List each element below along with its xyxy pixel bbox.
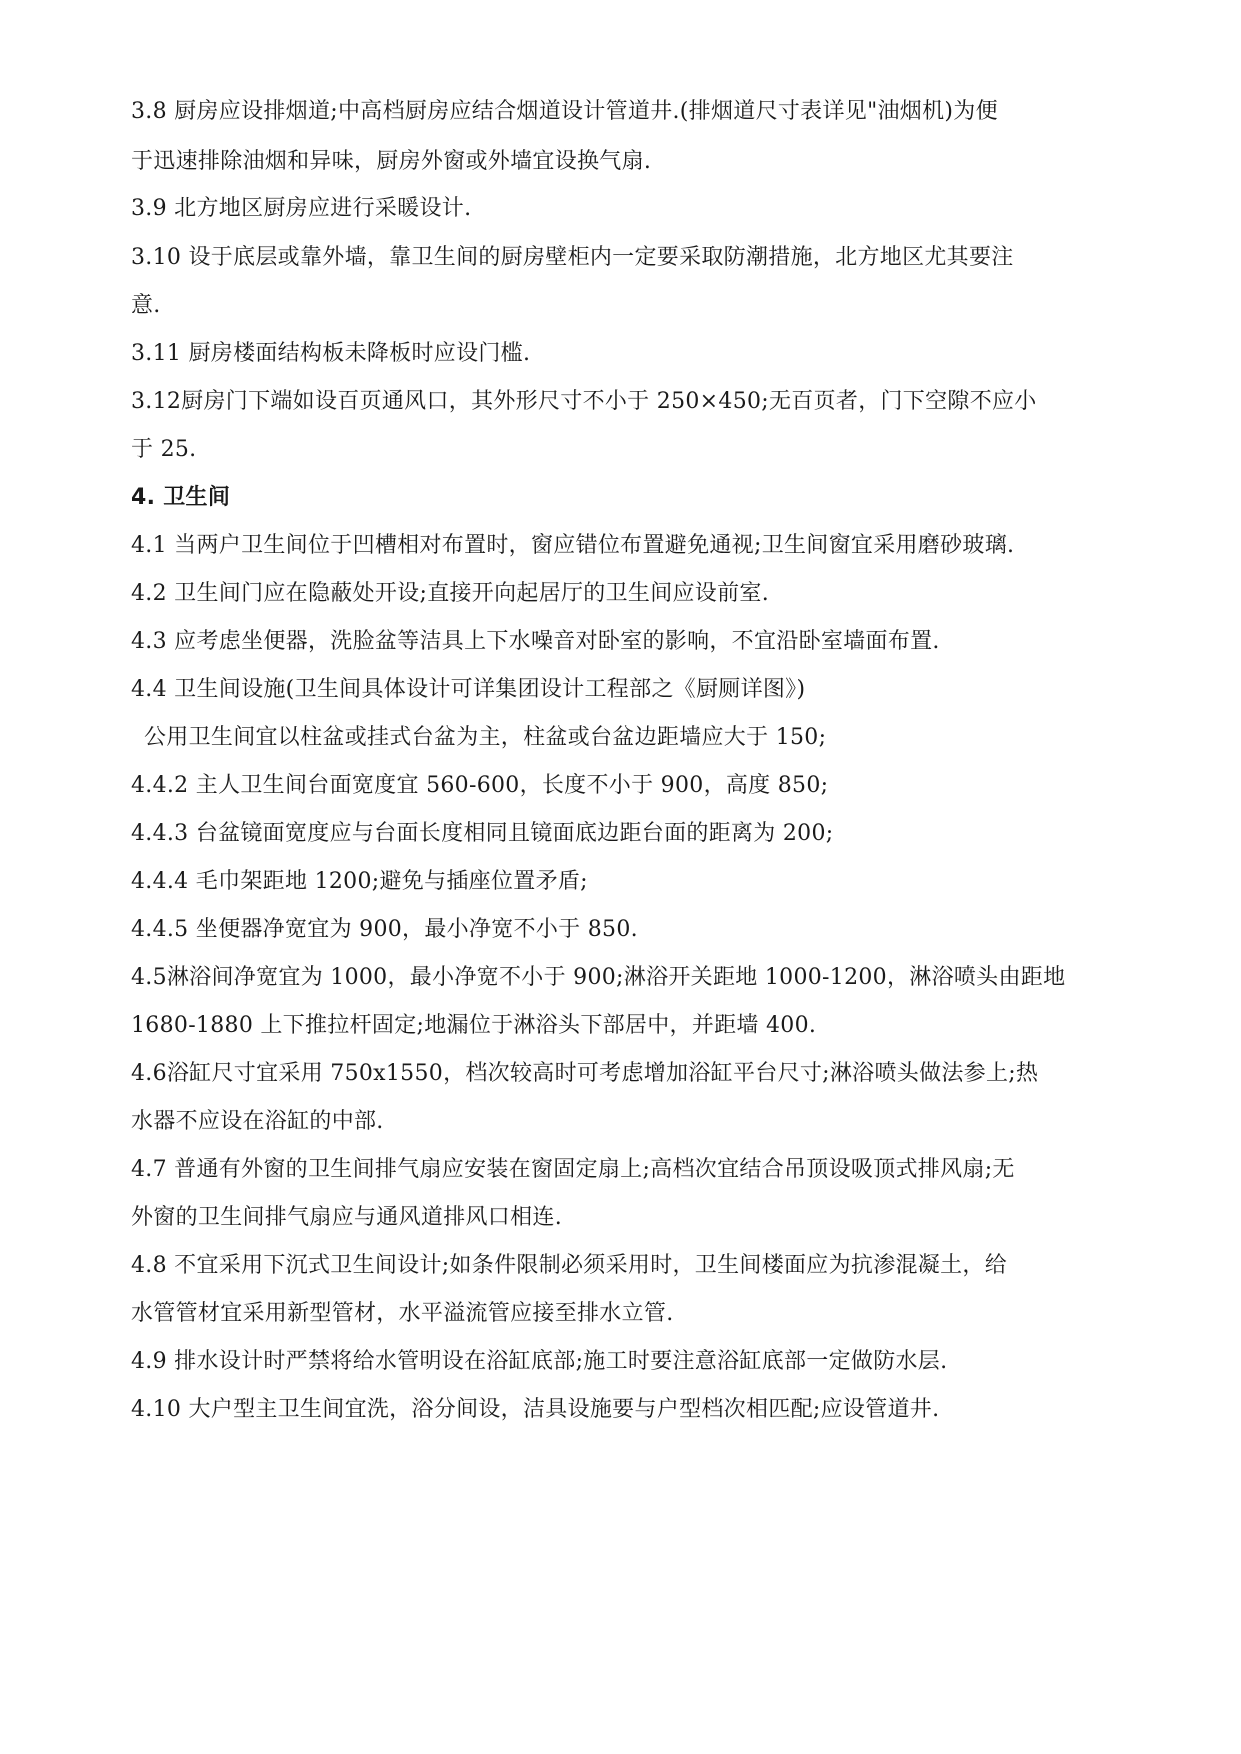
- text-line-4-4-5: 4.4.5 坐便器净宽宜为 900，最小净宽不小于 850.: [131, 917, 638, 942]
- section-heading-4: 4. 卫生间: [131, 485, 231, 510]
- text-line-3-10: 3.10 设于底层或靠外墙，靠卫生间的厨房壁柜内一定要采取防潮措施，北方地区尤其要注: [131, 245, 1014, 270]
- text-line-3-12-cont: 于 25.: [131, 437, 197, 462]
- text-line-4-1: 4.1 当两户卫生间位于凹槽相对布置时，窗应错位布置避免通视;卫生间窗宜采用磨砂玻璃.: [131, 533, 1015, 558]
- text-line-4-4: 4.4 卫生间设施(卫生间具体设计可详集团设计工程部之《厨厕详图》): [131, 677, 806, 702]
- text-line-3-11: 3.11 厨房楼面结构板未降板时应设门槛.: [131, 341, 531, 366]
- text-line-4-5: 4.5淋浴间净宽宜为 1000，最小净宽不小于 900;淋浴开关距地 1000-1200，淋浴喷头由距地: [131, 965, 1066, 990]
- text-line-4-4-2: 4.4.2 主人卫生间台面宽度宜 560-600，长度不小于 900，高度 850;: [131, 773, 829, 798]
- text-line-4-4-4: 4.4.4 毛巾架距地 1200;避免与插座位置矛盾;: [131, 869, 588, 894]
- text-line-3-8-cont: 于迅速排除油烟和异味，厨房外窗或外墙宜设换气扇.: [131, 149, 652, 174]
- text-line-4-4-3: 4.4.3 台盆镜面宽度应与台面长度相同且镜面底边距台面的距离为 200;: [131, 821, 834, 846]
- text-line-3-12: 3.12厨房门下端如设百页通风口，其外形尺寸不小于 250×450;无百页者，门下空隙不应小: [131, 389, 1037, 414]
- text-line-4-4-1: 公用卫生间宜以柱盆或挂式台盆为主，柱盆或台盆边距墙应大于 150;: [144, 725, 827, 750]
- text-line-4-2: 4.2 卫生间门应在隐蔽处开设;直接开向起居厅的卫生间应设前室.: [131, 581, 769, 606]
- text-line-3-10-cont: 意.: [131, 293, 161, 318]
- text-line-3-9: 3.9 北方地区厨房应进行采暖设计.: [131, 196, 472, 221]
- text-line-4-8: 4.8 不宜采用下沉式卫生间设计;如条件限制必须采用时，卫生间楼面应为抗渗混凝土，给: [131, 1253, 1007, 1278]
- text-line-4-6: 4.6浴缸尺寸宜采用 750x1550，档次较高时可考虑增加浴缸平台尺寸;淋浴喷头做法参上;热: [131, 1061, 1039, 1086]
- text-line-4-7: 4.7 普通有外窗的卫生间排气扇应安装在窗固定扇上;高档次宜结合吊顶设吸顶式排风扇;无: [131, 1157, 1015, 1182]
- text-line-4-5-cont: 1680-1880 上下推拉杆固定;地漏位于淋浴头下部居中，并距墙 400.: [131, 1013, 817, 1038]
- text-line-3-8: 3.8 厨房应设排烟道;中高档厨房应结合烟道设计管道井.(排烟道尺寸表详见"油烟机)为便: [131, 99, 998, 124]
- text-line-4-6-cont: 水器不应设在浴缸的中部.: [131, 1109, 384, 1134]
- text-line-4-10: 4.10 大户型主卫生间宜洗，浴分间设，洁具设施要与户型档次相匹配;应设管道井.: [131, 1397, 940, 1422]
- text-line-4-7-cont: 外窗的卫生间排气扇应与通风道排风口相连.: [131, 1205, 562, 1230]
- text-line-4-9: 4.9 排水设计时严禁将给水管明设在浴缸底部;施工时要注意浴缸底部一定做防水层.: [131, 1349, 948, 1374]
- text-line-4-8-cont: 水管管材宜采用新型管材，水平溢流管应接至排水立管.: [131, 1301, 674, 1326]
- text-line-4-3: 4.3 应考虑坐便器，洗脸盆等洁具上下水噪音对卧室的影响，不宜沿卧室墙面布置.: [131, 629, 940, 654]
